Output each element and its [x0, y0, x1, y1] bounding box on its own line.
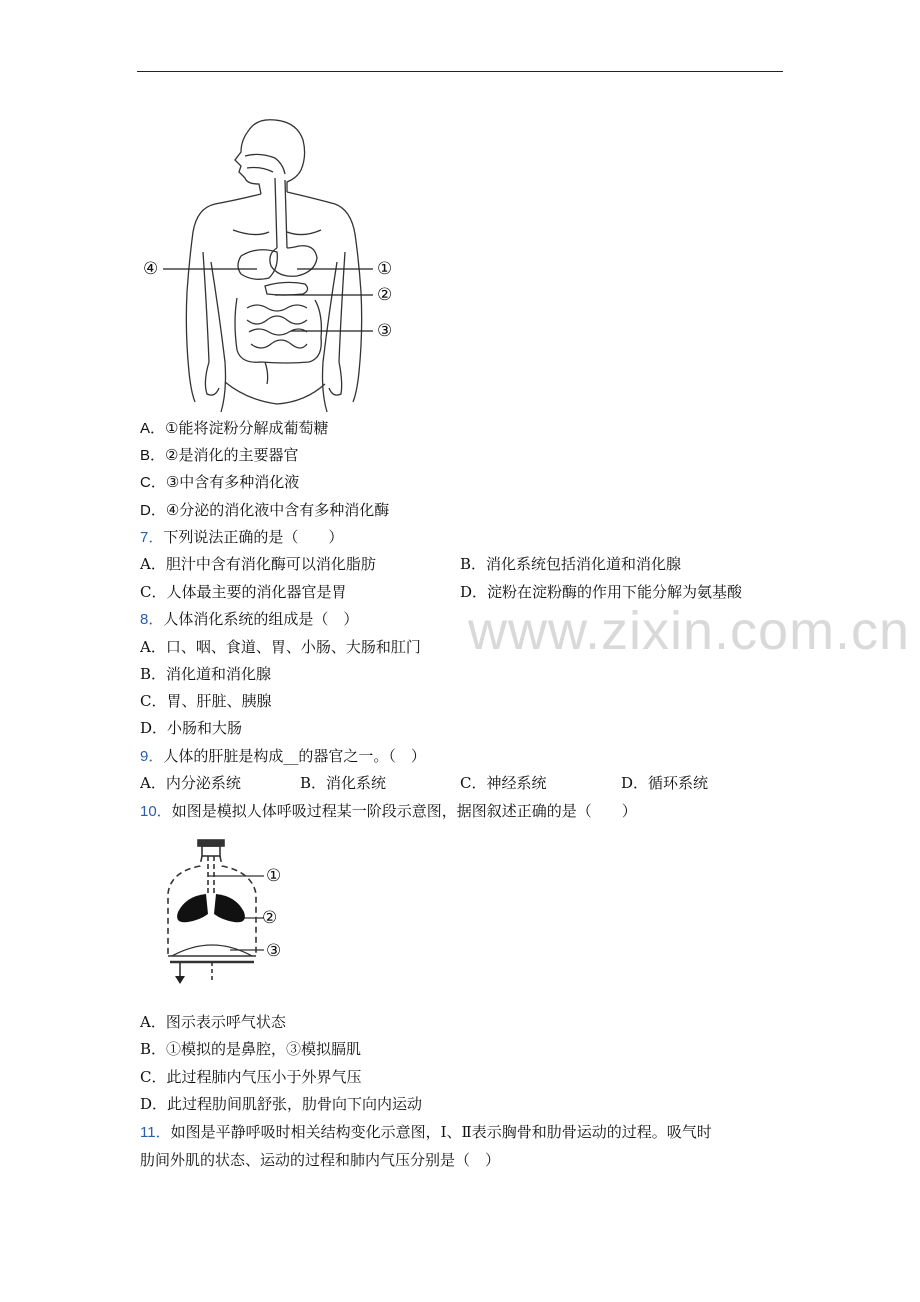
- q6-option-c: C．③中含有多种消化液: [140, 473, 300, 491]
- q7-option-d: D．淀粉在淀粉酶的作用下能分解为氨基酸: [460, 583, 743, 601]
- q7-number: 7．: [140, 529, 164, 546]
- fig1-label-1: ①: [377, 259, 393, 278]
- fig1-label-3: ③: [377, 321, 393, 340]
- q8-option-c: C．胃、肝脏、胰腺: [140, 692, 272, 710]
- q8-option-d: D．小肠和大肠: [140, 719, 243, 737]
- header-rule: [137, 71, 783, 72]
- q10-stem: 10．如图是模拟人体呼吸过程某一阶段示意图，据图叙述正确的是（ ）: [140, 802, 637, 820]
- q6-option-d: D．④分泌的消化液中含有多种消化酶: [140, 501, 390, 519]
- fig2-label-3: ③: [266, 941, 282, 960]
- fig1-label-4: ④: [143, 259, 159, 278]
- watermark: www.zixin.com.cn: [468, 601, 911, 661]
- q11-number: 11．: [140, 1124, 171, 1141]
- q10-option-a: A．图示表示呼气状态: [140, 1013, 286, 1031]
- q7-option-b: B．消化系统包括消化道和消化腺: [460, 555, 682, 573]
- q8-number: 8．: [140, 611, 164, 628]
- fig2-label-1: ①: [266, 866, 282, 885]
- q9-option-c: C．神经系统: [460, 774, 547, 792]
- q9-option-a: A．内分泌系统: [140, 774, 241, 792]
- q7-stem: 7．下列说法正确的是（ ）: [140, 528, 344, 546]
- q11-stem-line1: 11．如图是平静呼吸时相关结构变化示意图，Ⅰ、Ⅱ表示胸骨和肋骨运动的过程。吸气时: [140, 1123, 712, 1141]
- q7-option-c: C．人体最主要的消化器官是胃: [140, 583, 347, 601]
- q10-option-b: B．①模拟的是鼻腔，③模拟膈肌: [140, 1040, 362, 1058]
- fig2-label-2: ②: [262, 908, 278, 927]
- q9-option-b: B．消化系统: [300, 774, 387, 792]
- q11-stem-line2: 肋间外肌的状态、运动的过程和肺内气压分别是（ ）: [140, 1151, 501, 1169]
- q6-option-b: B．②是消化的主要器官: [140, 446, 299, 464]
- q8-option-a: A．口、咽、食道、胃、小肠、大肠和肛门: [140, 638, 421, 656]
- q9-stem: 9．人体的肝脏是构成__的器官之一。（ ）: [140, 747, 426, 765]
- q9-number: 9．: [140, 748, 164, 765]
- q10-number: 10．: [140, 803, 172, 820]
- q10-option-d: D．此过程肋间肌舒张，肋骨向下向内运动: [140, 1095, 423, 1113]
- q8-stem: 8．人体消化系统的组成是（ ）: [140, 610, 359, 628]
- fig1-label-2: ②: [377, 285, 393, 304]
- q9-option-d: D．循环系统: [621, 774, 709, 792]
- q6-option-a: A．①能将淀粉分解成葡萄糖: [140, 419, 329, 437]
- q10-option-c: C．此过程肺内气压小于外界气压: [140, 1068, 362, 1086]
- q8-option-b: B．消化道和消化腺: [140, 665, 272, 683]
- q7-option-a: A．胆汁中含有消化酶可以消化脂肪: [140, 555, 376, 573]
- digestive-system-figure: [137, 112, 407, 414]
